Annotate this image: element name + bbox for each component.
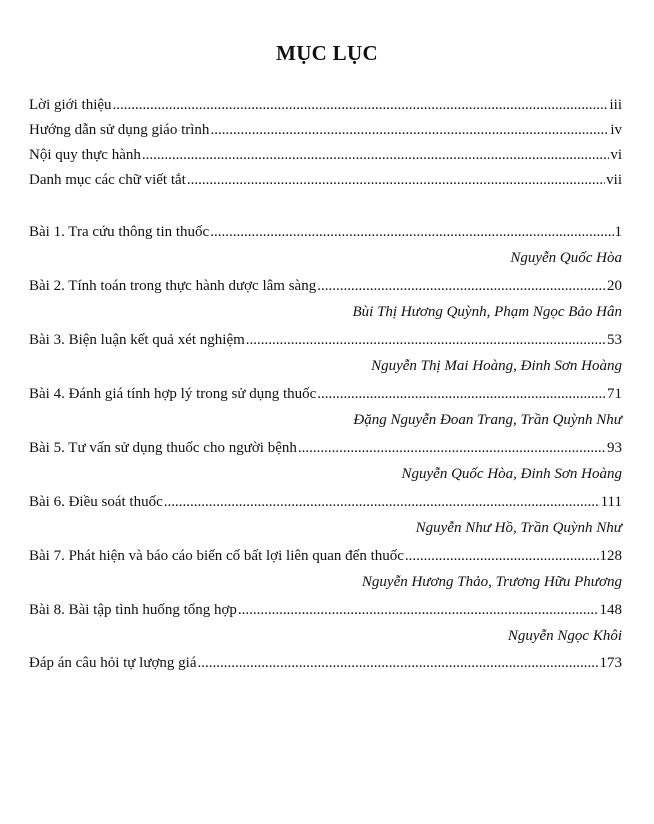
toc-entry-lesson-8[interactable]: [29, 597, 622, 623]
toc-entry-label: Bài 7. Phát hiện và báo cáo biến cố bất lợi liên quan đến thuốc: [29, 548, 404, 564]
toc-entry-page: 93: [607, 440, 622, 456]
dot-leader: [164, 489, 600, 515]
toc-entry-lesson-2[interactable]: [29, 273, 622, 299]
lesson-authors: Nguyễn Ngọc Khôi: [507, 628, 622, 644]
toc-entry-lesson-6[interactable]: [29, 489, 622, 515]
toc-entry-label: Nội quy thực hành: [29, 147, 141, 163]
table-of-contents: [29, 93, 622, 676]
dot-leader: [187, 168, 605, 193]
lesson-entry-3: [29, 327, 622, 381]
dot-leader: [298, 435, 606, 461]
toc-entry-label: Bài 8. Bài tập tình huống tổng hợp: [29, 602, 237, 618]
dot-leader: [238, 597, 599, 623]
toc-entry-label: Bài 4. Đánh giá tính hợp lý trong sử dụng thuốc: [29, 386, 317, 402]
lesson-entry-5: [29, 435, 622, 489]
toc-entry-page: 1: [614, 224, 622, 240]
toc-entry-abbreviations[interactable]: [29, 168, 622, 193]
dot-leader: [405, 543, 599, 569]
lesson-authors: Nguyễn Quốc Hòa: [510, 250, 622, 266]
toc-entry-rules[interactable]: [29, 143, 622, 168]
toc-entry-answers[interactable]: [29, 651, 622, 676]
dot-leader: [210, 118, 609, 143]
lesson-entry-6: [29, 489, 622, 543]
lesson-authors: Nguyễn Quốc Hòa, Đinh Sơn Hoàng: [401, 466, 622, 482]
toc-entry-lesson-5[interactable]: [29, 435, 622, 461]
lesson-entry-8: [29, 597, 622, 651]
lesson-entry-4: [29, 381, 622, 435]
toc-entry-page: vii: [606, 172, 622, 188]
toc-entry-page: iii: [609, 97, 622, 113]
toc-entry-label: Bài 2. Tính toán trong thực hành dược lâm sàng: [29, 278, 317, 294]
toc-entry-label: Hướng dẫn sử dụng giáo trình: [29, 122, 210, 138]
lesson-entry-1: [29, 219, 622, 273]
toc-entry-label: Danh mục các chữ viết tắt: [29, 172, 186, 188]
toc-entry-label: Đáp án câu hỏi tự lượng giá: [29, 655, 197, 671]
dot-leader: [210, 219, 613, 245]
lesson-authors: Nguyễn Hương Thảo, Trương Hữu Phương: [361, 574, 622, 590]
toc-entry-label: Lời giới thiệu: [29, 97, 112, 113]
toc-entry-guide[interactable]: [29, 118, 622, 143]
dot-leader: [142, 143, 609, 168]
lesson-authors: Nguyễn Thị Mai Hoàng, Đinh Sơn Hoàng: [371, 358, 622, 374]
toc-entry-introduction[interactable]: [29, 93, 622, 118]
toc-entry-label: Bài 5. Tư vấn sử dụng thuốc cho người bệnh: [29, 440, 297, 456]
toc-entry-page: iv: [610, 122, 622, 138]
toc-entry-page: 111: [600, 494, 622, 510]
toc-entry-lesson-7[interactable]: [29, 543, 622, 569]
toc-entry-label: Bài 6. Điều soát thuốc: [29, 494, 163, 510]
lesson-entry-2: [29, 273, 622, 327]
toc-entry-lesson-1[interactable]: [29, 219, 622, 245]
toc-entry-page: 148: [599, 602, 622, 618]
toc-entry-label: Bài 1. Tra cứu thông tin thuốc: [29, 224, 210, 240]
toc-entry-page: 71: [607, 386, 622, 402]
dot-leader: [197, 651, 598, 676]
toc-entry-page: 53: [607, 332, 622, 348]
lesson-authors: Bùi Thị Hương Quỳnh, Phạm Ngọc Bảo Hân: [352, 304, 622, 320]
page-title: MỤC LỤC: [276, 41, 378, 65]
toc-entry-page: 20: [607, 278, 622, 294]
toc-entry-page: 128: [599, 548, 622, 564]
dot-leader: [113, 93, 609, 118]
lesson-authors: Nguyễn Như Hồ, Trần Quỳnh Như: [415, 520, 622, 536]
toc-entry-page: 173: [599, 655, 622, 671]
lesson-authors: Đặng Nguyễn Đoan Trang, Trần Quỳnh Như: [353, 412, 622, 428]
dot-leader: [317, 381, 606, 407]
toc-entry-lesson-3[interactable]: [29, 327, 622, 353]
section-spacer: [29, 193, 622, 219]
lesson-entry-7: [29, 543, 622, 597]
lesson-list: [29, 219, 622, 651]
dot-leader: [246, 327, 606, 353]
toc-entry-page: vi: [610, 147, 622, 163]
front-matter-list: [29, 93, 622, 193]
dot-leader: [317, 273, 606, 299]
toc-entry-lesson-4[interactable]: [29, 381, 622, 407]
toc-entry-label: Bài 3. Biện luận kết quả xét nghiệm: [29, 332, 245, 348]
